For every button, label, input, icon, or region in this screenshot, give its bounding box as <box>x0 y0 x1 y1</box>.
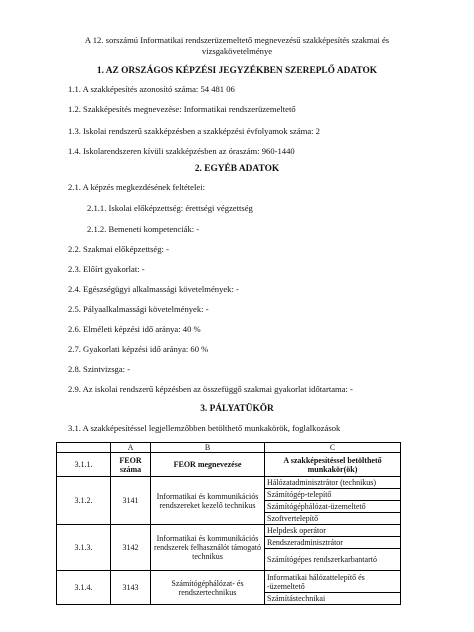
table-header-row <box>57 453 401 477</box>
item-2-1: 2.1. A képzés megkezdésének feltételei: <box>68 182 205 192</box>
item-2-2: 2.2. Szakmai előképzettség: - <box>68 244 169 254</box>
feor-code: 3141 <box>111 477 151 525</box>
job-cell: Hálózatadminisztrátor (technikus) <box>265 477 401 489</box>
doc-title-line2: vizsgakövetelménye <box>201 46 273 56</box>
col-letter-b: B <box>151 443 265 453</box>
col-letter-a: A <box>111 443 151 453</box>
feor-code: 3143 <box>111 571 151 605</box>
feor-name: Informatikai és kommunikációs rendszereket kezelő technikus <box>151 477 265 525</box>
item-2-1-1: 2.1.1. Iskolai előképzettség: érettségi végzettség <box>87 203 253 213</box>
job-cell: Számítógéphálózat-üzemeltető <box>265 501 401 513</box>
job-cell: Helpdesk operátor <box>265 525 401 537</box>
section2-heading: 2. EGYÉB ADATOK <box>194 164 280 174</box>
header-row-id: 3.1.1. <box>57 453 111 477</box>
feor-name: Informatikai és kommunikációs rendszerek felhasználót támogató technikus <box>151 525 265 571</box>
job-cell: Szoftvertelepítő <box>265 513 401 525</box>
feor-name: Számítógéphálózat- és rendszertechnikus <box>151 571 265 605</box>
item-2-1-2: 2.1.2. Bemeneti kompetenciák: - <box>87 224 200 234</box>
job-table <box>56 442 401 605</box>
doc-title-line1: A 12. sorszámú Informatikai rendszerüzemeltető megnevezésű szakképesítés szakmai és <box>84 35 390 45</box>
job-cell: Rendszeradminisztrátor <box>265 537 401 549</box>
item-2-8: 2.8. Szintvizsga: - <box>68 364 131 374</box>
item-2-6: 2.6. Elméleti képzési idő aránya: 40 % <box>68 324 201 334</box>
row-id: 3.1.3. <box>57 525 111 571</box>
header-jobs: A szakképesítéssel betölthető munkakör(ök) <box>265 453 401 477</box>
section3-heading: 3. PÁLYATÜKÖR <box>200 404 274 414</box>
item-1-4: 1.4. Iskolarendszeren kívüli szakképzésben az óraszám: 960-1440 <box>68 146 295 156</box>
item-2-5: 2.5. Pályaalkalmassági követelmények: - <box>68 304 209 314</box>
job-cell: Számítógépes rendszerkarbantartó <box>265 549 401 571</box>
row-id: 3.1.4. <box>57 571 111 605</box>
job-cell: Számítástechnikai <box>265 593 401 605</box>
item-2-9: 2.9. Az iskolai rendszerű képzésben az összefüggő szakmai gyakorlat időtartama: - <box>68 384 353 394</box>
section3-intro: 3.1. A szakképesítéssel legjellemzőbben betölthető munkakörök, foglalkozások <box>68 423 341 433</box>
row-id: 3.1.2. <box>57 477 111 525</box>
table-corner-cell <box>57 443 111 453</box>
table-row <box>57 477 401 489</box>
header-feor-name: FEOR megnevezése <box>151 453 265 477</box>
feor-code: 3142 <box>111 525 151 571</box>
section1-heading: 1. AZ ORSZÁGOS KÉPZÉSI JEGYZÉKBEN SZEREPLŐ ADATOK <box>96 66 378 76</box>
item-2-3: 2.3. Előírt gyakorlat: - <box>68 264 145 274</box>
item-1-1: 1.1. A szakképesítés azonosító száma: 54 481 06 <box>68 84 235 94</box>
job-cell: Számítógép-telepítő <box>265 489 401 501</box>
table-letter-row <box>57 443 401 453</box>
header-feor-code: FEOR száma <box>111 453 151 477</box>
col-letter-c: C <box>265 443 401 453</box>
item-2-4: 2.4. Egészségügyi alkalmassági követelmények: - <box>68 284 239 294</box>
table-row <box>57 525 401 537</box>
item-2-7: 2.7. Gyakorlati képzési idő aránya: 60 % <box>68 344 209 354</box>
table-row <box>57 571 401 593</box>
item-1-2: 1.2. Szakképesítés megnevezése: Informatikai rendszerüzemeltető <box>68 104 296 114</box>
job-cell: Informatikai hálózattelepítő és -üzemeltető <box>265 571 401 593</box>
item-1-3: 1.3. Iskolai rendszerű szakképzésben a szakképzési évfolyamok száma: 2 <box>68 126 320 136</box>
